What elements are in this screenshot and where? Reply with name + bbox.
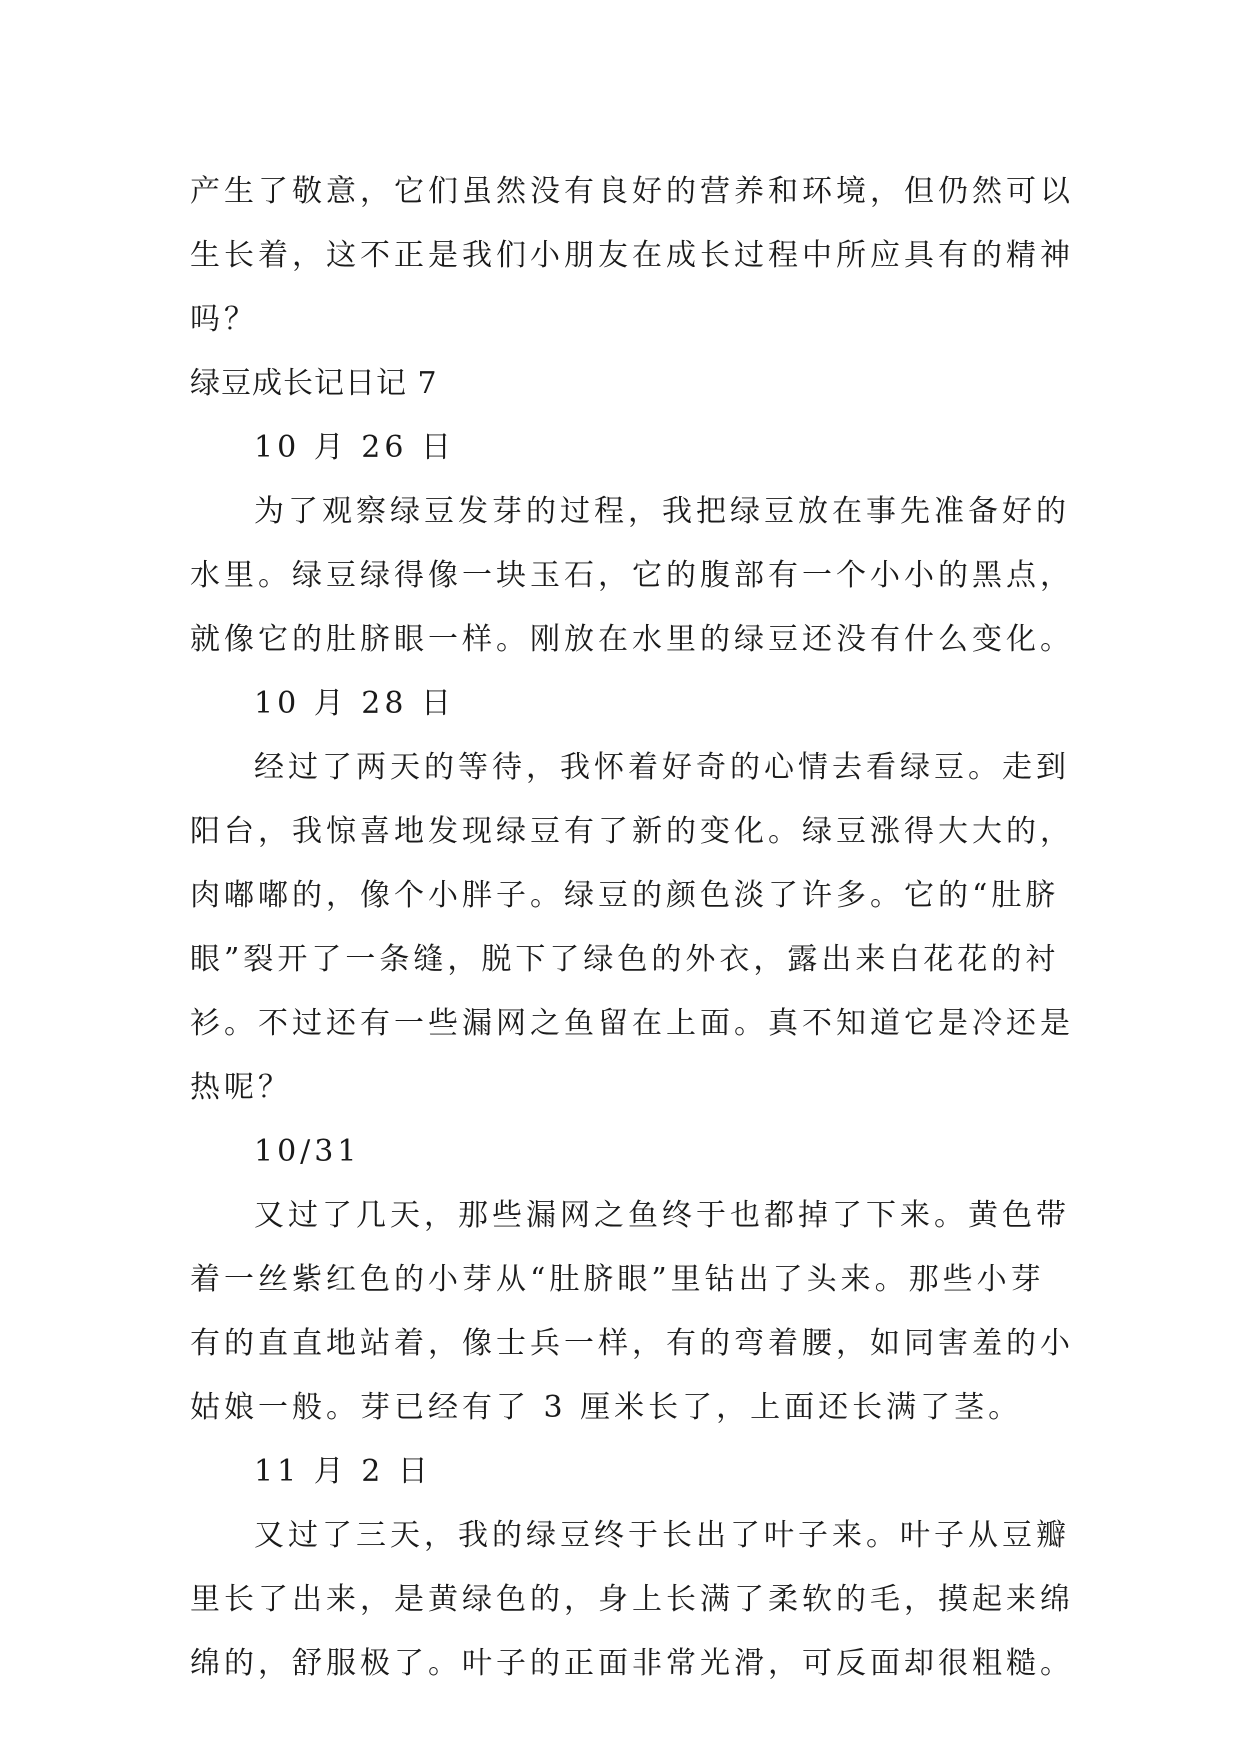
paragraph-line: 又过了几天，那些漏网之鱼终于也都掉了下来。黄色带: [254, 1198, 1070, 1233]
entry-date: 11 月 2 日: [254, 1454, 432, 1489]
paragraph-line: 生长着，这不正是我们小朋友在成长过程中所应具有的精神: [190, 238, 1074, 273]
paragraph-line: 为了观察绿豆发芽的过程，我把绿豆放在事先准备好的: [254, 494, 1070, 529]
paragraph-line: 经过了两天的等待，我怀着好奇的心情去看绿豆。走到: [254, 750, 1070, 785]
paragraph-line: 衫。不过还有一些漏网之鱼留在上面。真不知道它是冷还是: [190, 1006, 1074, 1041]
entry-date: 10 月 28 日: [254, 686, 455, 721]
paragraph-line: 绵的，舒服极了。叶子的正面非常光滑，可反面却很粗糙。: [190, 1646, 1074, 1681]
paragraph-line: 肉嘟嘟的，像个小胖子。绿豆的颜色淡了许多。它的“肚脐: [190, 878, 1060, 913]
paragraph-line: 有的直直地站着，像士兵一样，有的弯着腰，如同害羞的小: [190, 1326, 1074, 1361]
paragraph-line: 产生了敬意，它们虽然没有良好的营养和环境，但仍然可以: [190, 174, 1074, 209]
paragraph-line: 着一丝紫红色的小芽从“肚脐眼”里钻出了头来。那些小芽: [190, 1262, 1045, 1297]
entry-date: 10 月 26 日: [254, 430, 455, 465]
paragraph-line: 阳台，我惊喜地发现绿豆有了新的变化。绿豆涨得大大的，: [190, 814, 1074, 849]
paragraph-line: 姑娘一般。芽已经有了 3 厘米长了，上面还长满了茎。: [190, 1390, 1023, 1425]
paragraph-line: 又过了三天，我的绿豆终于长出了叶子来。叶子从豆瓣: [254, 1518, 1070, 1553]
paragraph-line: 里长了出来，是黄绿色的，身上长满了柔软的毛，摸起来绵: [190, 1582, 1074, 1617]
diary-title: 绿豆成长记日记 7: [190, 366, 438, 401]
paragraph-line: 水里。绿豆绿得像一块玉石，它的腹部有一个小小的黑点，: [190, 558, 1074, 593]
document-body: [190, 160, 1074, 1696]
paragraph-line: 吗？: [190, 302, 258, 337]
paragraph-line: 热呢？: [190, 1070, 292, 1105]
paragraph-line: 就像它的肚脐眼一样。刚放在水里的绿豆还没有什么变化。: [190, 622, 1074, 657]
entry-date: 10/31: [254, 1134, 361, 1169]
paragraph-line: 眼”裂开了一条缝，脱下了绿色的外衣，露出来白花花的衬: [190, 942, 1060, 977]
